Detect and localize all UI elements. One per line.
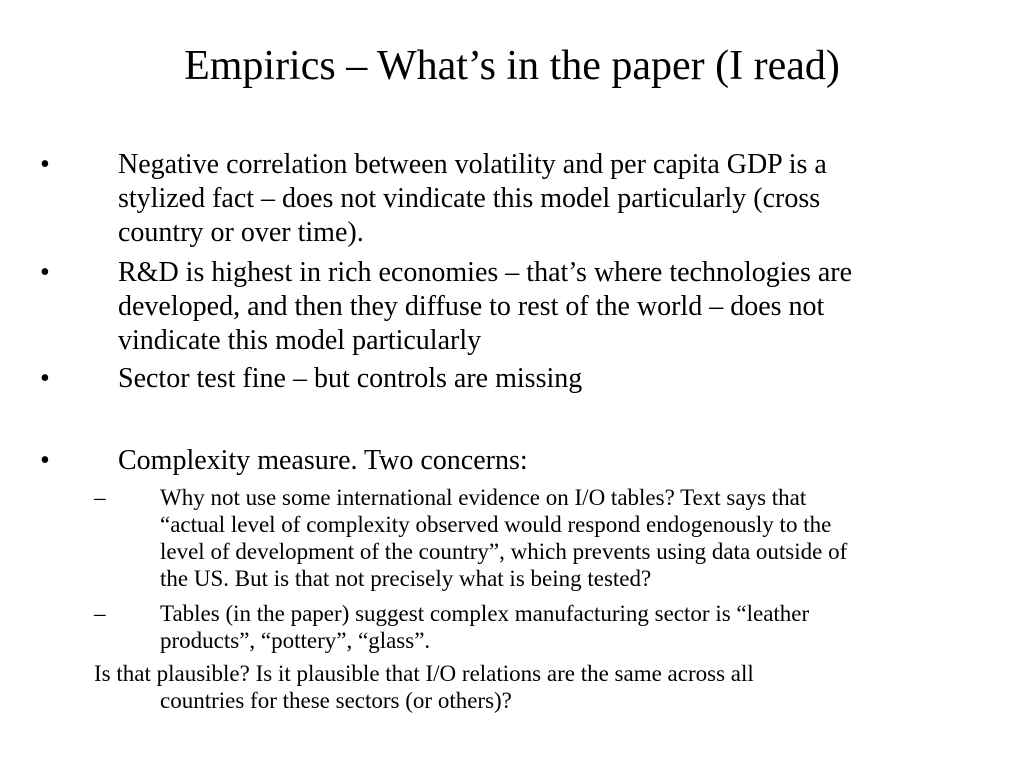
note-line: Is that plausible? Is it plausible that I/O relations are the same across all — [94, 661, 754, 686]
bullet-marker: • — [40, 257, 50, 288]
bullet-line: stylized fact – does not vindicate this model particularly (cross — [118, 183, 821, 214]
note-line: countries for these sectors (or others)? — [160, 688, 512, 713]
bullet-marker: • — [40, 445, 50, 476]
bullet-line: Complexity measure. Two concerns: — [118, 445, 528, 476]
sub-bullet-marker: – — [94, 601, 106, 626]
bullet-text — [118, 444, 1020, 478]
bullet-line: vindicate this model particularly — [118, 325, 482, 356]
bullet-marker: • — [40, 363, 50, 394]
sub-bullet-marker: – — [94, 485, 106, 510]
bullet-line: Negative correlation between volatility and per capita GDP is a — [118, 149, 827, 180]
sub-bullet-line: “actual level of complexity observed would respond endogenously to the — [160, 512, 832, 537]
sub-bullet-text — [160, 600, 1020, 654]
bullet-text — [118, 256, 1020, 358]
sub-bullet-line: Tables (in the paper) suggest complex manufacturing sector is “leather — [160, 601, 810, 626]
bullet-marker: • — [40, 149, 50, 180]
sub-bullet-line: level of development of the country”, which prevents using data outside of — [160, 539, 848, 564]
slide-title: Empirics – What’s in the paper (I read) — [184, 43, 840, 89]
bullet-line: country or over time). — [118, 217, 364, 248]
closing-note — [94, 660, 1020, 714]
bullet-line: Sector test fine – but controls are missing — [118, 363, 583, 394]
bullet-line: R&D is highest in rich economies – that’s where technologies are — [118, 257, 853, 288]
bullet-text — [118, 362, 1020, 396]
sub-bullet-line: the US. But is that not precisely what is being tested? — [160, 566, 652, 591]
sub-bullet-line: products”, “pottery”, “glass”. — [160, 628, 431, 653]
sub-bullet-text — [160, 484, 1020, 592]
bullet-line: developed, and then they diffuse to rest of the world – does not — [118, 291, 825, 322]
bullet-text — [118, 148, 1020, 250]
sub-bullet-line: Why not use some international evidence on I/O tables? Text says that — [160, 485, 807, 510]
